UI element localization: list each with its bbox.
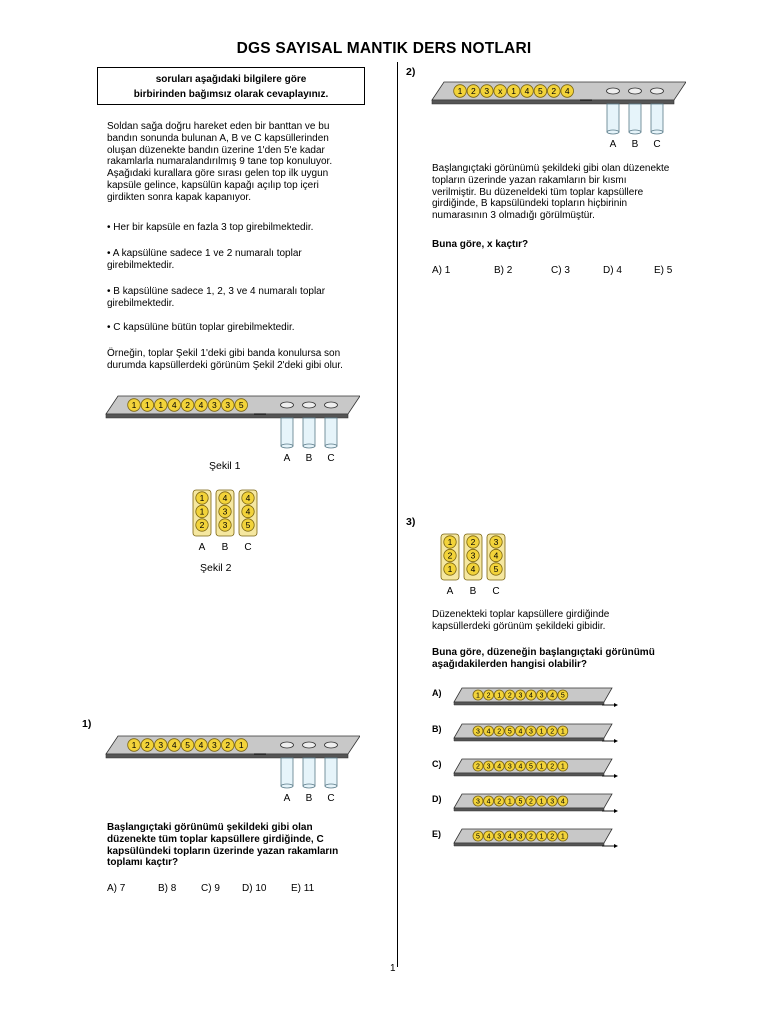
ball-number: 2: [145, 740, 150, 751]
capsule-bottom: [629, 130, 641, 134]
ball-number: 3: [222, 506, 228, 517]
ball-number: 4: [518, 763, 523, 771]
ball-number: 1: [447, 537, 453, 548]
intro-line: bandın sonunda bulunan A, B ve C kapsüllerinden: [107, 132, 329, 144]
capsule-label: A: [283, 453, 291, 464]
ball-number: 2: [550, 833, 555, 841]
question-3-number: 3): [406, 516, 416, 528]
ball-number: 4: [518, 728, 523, 736]
rule-4: • C kapsülüne bütün toplar girebilmektedir.: [107, 322, 295, 333]
rule-1: • Her bir kapsüle en fazla 3 top girebilmektedir.: [107, 222, 314, 233]
option-e-belt[interactable]: [452, 826, 627, 852]
capsule-label: A: [446, 586, 454, 597]
capsule-tube: [303, 758, 315, 786]
figure-1-caption: Şekil 1: [209, 460, 241, 472]
ball-number: 1: [476, 692, 480, 700]
question-1-belt: [104, 728, 360, 804]
choice-c[interactable]: C) 9: [201, 883, 220, 894]
option-c-belt[interactable]: [452, 756, 627, 782]
ball-number: 3: [518, 833, 523, 841]
option-a-belt[interactable]: [452, 685, 627, 711]
capsule-hole: [651, 88, 664, 94]
capsule-hole: [281, 742, 294, 748]
ball-number: 1: [158, 400, 164, 411]
ball-number: 4: [560, 798, 565, 806]
ball-number: 1: [560, 833, 565, 841]
question-1-line: kapsülündeki topların üzerinde yazan rakamların: [107, 845, 339, 857]
rule-2: [107, 248, 302, 272]
belt-edge: [454, 773, 604, 776]
option-d-belt[interactable]: [452, 791, 627, 817]
ball-number: 4: [486, 798, 491, 806]
capsule-label: B: [221, 542, 229, 553]
ball-number: 1: [238, 740, 244, 751]
ball-number: 2: [550, 763, 555, 771]
capsule-tube: [325, 758, 337, 786]
belt-arrowhead: [614, 703, 618, 707]
rule-3: [107, 286, 325, 310]
ball-number: 2: [507, 692, 512, 700]
ball-number: 2: [476, 763, 480, 771]
ball-number: 4: [198, 740, 204, 751]
ball-number: 4: [222, 493, 228, 504]
capsule-bottom: [325, 444, 337, 448]
ball-number: 5: [476, 833, 480, 841]
instruction-box: [97, 67, 365, 105]
capsule-tube: [629, 104, 641, 132]
ball-number: 4: [245, 506, 251, 517]
option-a-label[interactable]: A): [432, 688, 442, 698]
question-2-line: verilmiştir. Bu düzeneldeki tüm toplar kapsüllere: [432, 186, 644, 198]
intro-paragraph: [107, 121, 392, 204]
choice-e[interactable]: E) 11: [291, 883, 315, 894]
example-line-1: Örneğin, toplar Şekil 1'deki gibi banda konulursa son: [107, 348, 341, 359]
intro-line: girdikten sonra kapak kapanıyor.: [107, 191, 251, 203]
ball-number: 2: [470, 537, 476, 548]
ball-number: 1: [539, 833, 544, 841]
question-3-options: [432, 684, 632, 864]
figure-2-caption: Şekil 2: [200, 562, 232, 574]
ball-number: 2: [471, 86, 476, 97]
ball-number: 4: [497, 763, 502, 771]
ball-number: 2: [497, 798, 502, 806]
capsule-hole: [281, 402, 294, 408]
capsule-label: B: [631, 139, 639, 150]
capsule-hole: [325, 402, 338, 408]
rule-2-line-1: • A kapsülüne sadece 1 ve 2 numaralı toplar: [107, 248, 302, 259]
ball-number: 1: [457, 86, 463, 97]
ball-number: 2: [199, 520, 205, 531]
choice-b[interactable]: B) 8: [158, 883, 177, 894]
ball-number: 4: [486, 728, 491, 736]
page-title: DGS SAYISAL MANTIK DERS NOTLARI: [236, 40, 532, 57]
question-2-choices: [432, 265, 692, 279]
ball-number: 4: [524, 86, 530, 97]
belt-arrowhead: [614, 774, 618, 778]
choice-a[interactable]: A) 1: [432, 265, 451, 276]
capsule-label: A: [283, 793, 291, 804]
question-3-prompt-line-1: Buna göre, düzeneğin başlangıçtaki görünümü: [432, 647, 655, 658]
ball-number: 3: [222, 520, 228, 531]
ball-number: 4: [550, 692, 555, 700]
ball-number: 3: [470, 550, 476, 561]
capsule-tube: [607, 104, 619, 132]
question-3-prompt: [432, 647, 655, 671]
belt-arrowhead: [614, 809, 618, 813]
ball-number: 3: [493, 537, 499, 548]
ball-number: 2: [550, 728, 555, 736]
intro-line: Soldan sağa doğru hareket eden bir banttan ve bu: [107, 121, 330, 132]
ball-number: 4: [507, 833, 512, 841]
choice-d[interactable]: D) 10: [242, 883, 267, 894]
intro-line: Aşağıdaki kurallara göre sırası gelen top ilk uygun: [107, 168, 329, 180]
question-2-belt: [430, 74, 686, 150]
belt-edge: [454, 702, 604, 705]
ball-number: 4: [245, 493, 251, 504]
option-b-label[interactable]: B): [432, 724, 442, 734]
column-divider: [397, 62, 398, 967]
ball-number: 5: [560, 692, 565, 700]
capsule-bottom: [281, 444, 293, 448]
capsule-hole: [303, 402, 316, 408]
ball-number: 1: [539, 798, 544, 806]
ball-number: 3: [518, 692, 523, 700]
ball-number: 3: [158, 740, 164, 751]
example-paragraph: [107, 348, 343, 372]
ball-number: 1: [447, 564, 453, 575]
figure-2-capsules: [188, 488, 266, 554]
question-2-line: numarasının 3 olmadığı görülmüştür.: [432, 210, 595, 222]
belt-edge: [454, 843, 604, 846]
ball-number: 5: [245, 520, 251, 531]
question-2-line: topların üzerinde yazan rakamların bir kısmı: [432, 174, 627, 186]
belt-edge: [106, 414, 348, 418]
question-2-line: girdiğinde, B kapsülündeki topların hiçbirinin: [432, 198, 628, 210]
choice-b[interactable]: B) 2: [494, 265, 513, 276]
question-1-number: 1): [82, 718, 92, 730]
capsule-tube: [281, 418, 293, 446]
ball-number: 4: [493, 550, 499, 561]
belt-edge: [454, 738, 604, 741]
ball-number: 5: [238, 400, 244, 411]
capsule-bottom: [303, 444, 315, 448]
intro-line: kapsüle gelince, kapsülün kapağı açılıp top içeri: [107, 179, 319, 191]
ball-number: 2: [225, 740, 231, 751]
ball-number: 3: [476, 728, 480, 736]
capsule-tube: [281, 758, 293, 786]
ball-number: 1: [511, 86, 516, 97]
intro-line: oluşan düzenekte bandın üzerine 1'den 5'e kadar: [107, 144, 325, 156]
capsule-label: B: [305, 793, 313, 804]
ball-number: 4: [529, 692, 533, 700]
intro-line: rakamlarla numaralandırılmış 9 tane top konuluyor.: [107, 156, 333, 168]
capsule-label: C: [244, 542, 252, 553]
ball-number: 5: [518, 798, 523, 806]
ball-number: 3: [507, 763, 512, 771]
ball-number: 4: [171, 740, 177, 751]
example-line-2: durumda kapsüllerdeki görünüm Şekil 2'deki gibi olur.: [107, 359, 343, 371]
choice-e[interactable]: E) 5: [654, 265, 673, 276]
question-1-text: [107, 822, 392, 869]
ball-number: 1: [199, 506, 205, 517]
capsule-label: C: [492, 586, 500, 597]
capsule-bottom: [325, 784, 337, 788]
ball-number: 4: [198, 400, 204, 411]
ball-number: 3: [476, 798, 480, 806]
question-3-line-1: Düzenekteki toplar kapsüllere girdiğinde: [432, 609, 610, 620]
ball-number: 2: [486, 692, 491, 700]
ball-number: 1: [131, 400, 137, 411]
ball-number: 1: [497, 692, 502, 700]
capsule-label: C: [327, 793, 335, 804]
choice-a[interactable]: A) 7: [107, 883, 126, 894]
ball-number: 5: [538, 86, 543, 97]
capsule-bottom: [651, 130, 663, 134]
ball-number: 3: [486, 763, 491, 771]
page-number: 1: [390, 963, 396, 974]
ball-number: 1: [539, 763, 544, 771]
ball-number: 3: [550, 798, 555, 806]
ball-number: 4: [171, 400, 177, 411]
ball-number: 2: [185, 400, 190, 411]
belt-edge: [106, 754, 348, 758]
ball-number: 1: [199, 493, 205, 504]
ball-number: 3: [539, 692, 544, 700]
ball-number: 1: [560, 763, 565, 771]
rule-3-line-2: girebilmektedir.: [107, 297, 175, 309]
option-e-label[interactable]: E): [432, 829, 441, 839]
ball-number: 2: [529, 798, 533, 806]
figure-1-belt: [104, 388, 360, 464]
capsule-label: B: [305, 453, 313, 464]
ball-number: 5: [507, 728, 512, 736]
capsule-bottom: [607, 130, 619, 134]
option-b-belt[interactable]: [452, 721, 627, 747]
ball-number: 4: [486, 833, 491, 841]
ball-number: 3: [529, 728, 533, 736]
belt-edge: [454, 808, 604, 811]
capsule-hole: [607, 88, 620, 94]
capsule-bottom: [281, 784, 293, 788]
capsule-tube: [303, 418, 315, 446]
ball-number: 5: [185, 740, 190, 751]
capsule-hole: [629, 88, 642, 94]
ball-number: 4: [564, 86, 570, 97]
question-2-text: [432, 163, 732, 222]
question-3-capsules: [436, 532, 514, 598]
rule-2-line-2: girebilmektedir.: [107, 259, 175, 271]
question-1-line: düzenekte tüm toplar kapsüllere girdiğinde, C: [107, 833, 324, 845]
question-3-line-2: kapsüllerdeki görünüm şekildeki gibidir.: [432, 620, 606, 632]
capsule-bottom: [303, 784, 315, 788]
ball-number: 2: [551, 86, 557, 97]
question-1-line: Başlangıçtaki görünümü şekildeki gibi olan: [107, 822, 313, 833]
ball-number: 3: [497, 833, 502, 841]
capsule-hole: [325, 742, 338, 748]
ball-number: 3: [225, 400, 231, 411]
capsule-label: B: [469, 586, 477, 597]
ball-number: 1: [560, 728, 565, 736]
capsule-hole: [303, 742, 316, 748]
ball-number: 1: [507, 798, 512, 806]
capsule-label: C: [327, 453, 335, 464]
ball-number: 1: [131, 740, 137, 751]
ball-number: 2: [529, 833, 533, 841]
ball-number: 1: [145, 400, 150, 411]
choice-d[interactable]: D) 4: [603, 265, 622, 276]
question-2-number: 2): [406, 66, 416, 78]
ball-number: 2: [447, 550, 453, 561]
instruction-line-1: soruları aşağıdaki bilgilere göre: [155, 74, 307, 85]
question-1-choices: [107, 883, 367, 897]
capsule-label: A: [609, 139, 617, 150]
ball-number: x: [498, 86, 503, 97]
belt-arrowhead: [614, 844, 618, 848]
capsule-label: C: [653, 139, 661, 150]
ball-number: 4: [470, 564, 476, 575]
instruction-line-2: birbirinden bağımsız olarak cevaplayınız.: [133, 89, 329, 100]
ball-number: 1: [539, 728, 544, 736]
ball-number: 3: [212, 740, 217, 751]
option-c-label[interactable]: C): [432, 759, 442, 769]
ball-number: 3: [212, 400, 217, 411]
capsule-tube: [325, 418, 337, 446]
choice-c[interactable]: C) 3: [551, 265, 570, 276]
rule-3-line-1: • B kapsülüne sadece 1, 2, 3 ve 4 numaralı toplar: [107, 286, 326, 297]
question-2-prompt: Buna göre, x kaçtır?: [432, 239, 529, 250]
question-3-text: [432, 609, 609, 633]
question-1-line: toplamı kaçtır?: [107, 857, 179, 869]
question-2-line: Başlangıçtaki görünümü şekildeki gibi olan düzenekte: [432, 163, 670, 174]
capsule-label: A: [198, 542, 206, 553]
ball-number: 5: [493, 564, 499, 575]
capsule-tube: [651, 104, 663, 132]
belt-arrowhead: [614, 739, 618, 743]
ball-number: 2: [497, 728, 502, 736]
belt-edge: [432, 100, 674, 104]
ball-number: 3: [484, 86, 490, 97]
ball-number: 5: [529, 763, 533, 771]
option-d-label[interactable]: D): [432, 794, 442, 804]
question-3-prompt-line-2: aşağıdakilerden hangisi olabilir?: [432, 658, 588, 670]
